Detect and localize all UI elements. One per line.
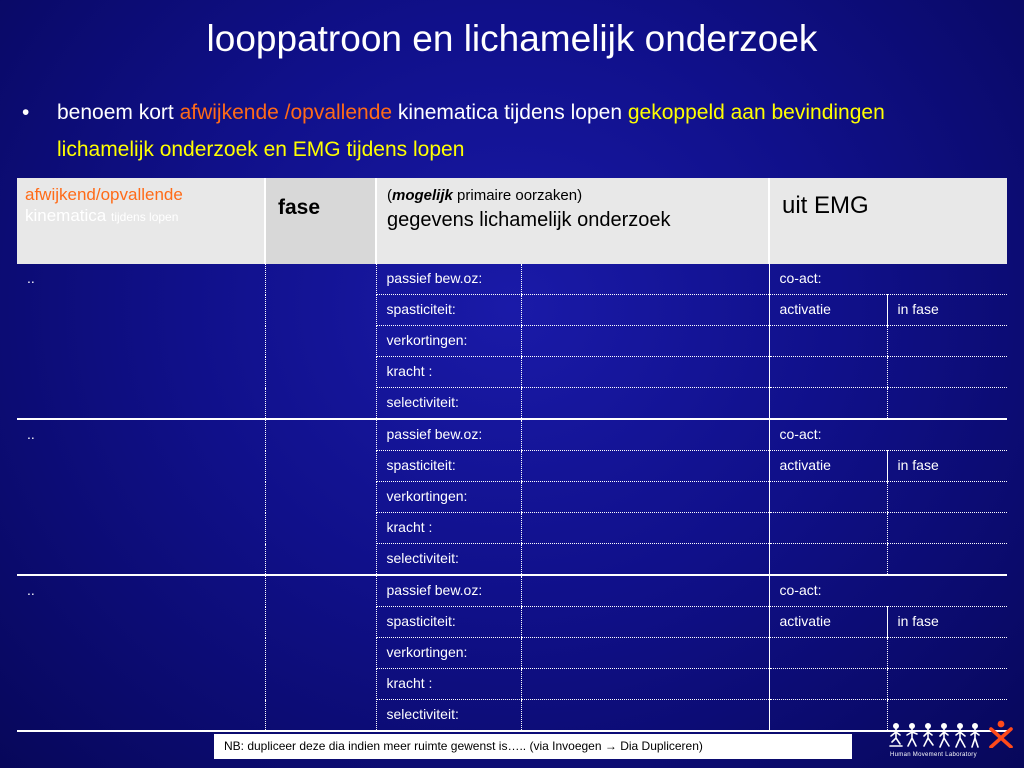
assessment-table <box>17 178 1007 732</box>
emg-infase-label: in fase <box>887 607 1007 638</box>
onderzoek-label: spasticiteit: <box>376 295 521 326</box>
onderzoek-value-cell[interactable] <box>521 264 769 295</box>
onderzoek-label: kracht : <box>376 669 521 700</box>
onderzoek-label: spasticiteit: <box>376 451 521 482</box>
emg-value-cell[interactable] <box>887 388 1007 420</box>
emg-coact-label: co-act: <box>769 575 1007 607</box>
bullet-text-2: kinematica tijdens lopen <box>392 101 628 124</box>
emg-value-cell[interactable] <box>769 357 887 388</box>
emg-coact-label: co-act: <box>769 419 1007 451</box>
header-kinematica-small: tijdens lopen <box>111 210 179 224</box>
fase-cell[interactable] <box>265 575 376 731</box>
onderzoek-value-cell[interactable] <box>521 513 769 544</box>
onderzoek-value-cell[interactable] <box>521 295 769 326</box>
header-kinematica-line1: afwijkend/opvallende <box>25 185 183 204</box>
emg-value-cell[interactable] <box>887 357 1007 388</box>
emg-activatie-label: activatie <box>769 607 887 638</box>
onderzoek-value-cell[interactable] <box>521 638 769 669</box>
header-onderzoek: (mogelijk primaire oorzaken) gegevens lichamelijk onderzoek <box>376 178 769 264</box>
onderzoek-label: passief bew.oz: <box>376 575 521 607</box>
bullet-marker: • <box>22 101 30 124</box>
emg-value-cell[interactable] <box>769 544 887 576</box>
onderzoek-label: passief bew.oz: <box>376 264 521 295</box>
onderzoek-label: kracht : <box>376 357 521 388</box>
onderzoek-label: selectiviteit: <box>376 700 521 732</box>
walking-figures-icon <box>888 722 980 750</box>
emg-value-cell[interactable] <box>769 669 887 700</box>
header-kinematica-line2: kinematica <box>25 206 107 225</box>
table-row <box>17 264 1007 295</box>
header-onderzoek-em: mogelijk <box>392 187 453 204</box>
onderzoek-label: selectiviteit: <box>376 544 521 576</box>
onderzoek-label: spasticiteit: <box>376 607 521 638</box>
slide-title: looppatroon en lichamelijk onderzoek <box>206 18 818 59</box>
header-onderzoek-line2: gegevens lichamelijk onderzoek <box>387 209 671 231</box>
onderzoek-value-cell[interactable] <box>521 388 769 420</box>
emg-value-cell[interactable] <box>769 638 887 669</box>
table-header-row <box>17 178 1007 264</box>
emg-value-cell[interactable] <box>887 544 1007 576</box>
emg-value-cell[interactable] <box>887 669 1007 700</box>
emg-activatie-label: activatie <box>769 295 887 326</box>
onderzoek-label: passief bew.oz: <box>376 419 521 451</box>
emg-value-cell[interactable] <box>887 326 1007 357</box>
bullet-text-highlight-orange: afwijkende /opvallende <box>179 101 393 124</box>
onderzoek-label: verkortingen: <box>376 482 521 513</box>
onderzoek-label: verkortingen: <box>376 638 521 669</box>
emg-activatie-label: activatie <box>769 451 887 482</box>
emg-value-cell[interactable] <box>887 638 1007 669</box>
emg-infase-label: in fase <box>887 451 1007 482</box>
emg-value-cell[interactable] <box>887 513 1007 544</box>
onderzoek-value-cell[interactable] <box>521 357 769 388</box>
table-row <box>17 419 1007 451</box>
kinematica-cell[interactable]: .. <box>17 575 265 731</box>
onderzoek-value-cell[interactable] <box>521 482 769 513</box>
hml-logo <box>888 720 1018 766</box>
emg-value-cell[interactable] <box>887 482 1007 513</box>
onderzoek-label: verkortingen: <box>376 326 521 357</box>
emg-value-cell[interactable] <box>769 388 887 420</box>
onderzoek-value-cell[interactable] <box>521 419 769 451</box>
onderzoek-value-cell[interactable] <box>521 607 769 638</box>
emg-value-cell[interactable] <box>769 513 887 544</box>
fase-cell[interactable] <box>265 419 376 575</box>
kinematica-cell[interactable]: .. <box>17 419 265 575</box>
onderzoek-label: selectiviteit: <box>376 388 521 420</box>
onderzoek-value-cell[interactable] <box>521 575 769 607</box>
bullet-text-highlight-yellow: gekoppeld aan bevindingen lichamelijk onderzoek en EMG tijdens lopen <box>57 101 885 161</box>
onderzoek-value-cell[interactable] <box>521 669 769 700</box>
logo-caption: Human Movement Laboratory <box>890 752 977 758</box>
table-row <box>17 575 1007 607</box>
onderzoek-value-cell[interactable] <box>521 451 769 482</box>
emg-value-cell[interactable] <box>769 700 887 732</box>
bullet-point <box>22 94 982 168</box>
emg-infase-label: in fase <box>887 295 1007 326</box>
kinematica-cell[interactable]: .. <box>17 264 265 419</box>
bullet-text-1: benoem kort <box>57 101 180 124</box>
onderzoek-label: kracht : <box>376 513 521 544</box>
duplicate-note: NB: dupliceer deze dia indien meer ruimte gewenst is….. (via Invoegen → Dia Dupliceren) <box>214 734 852 759</box>
x-figure-icon <box>988 720 1014 748</box>
header-kinematica <box>17 178 265 264</box>
emg-value-cell[interactable] <box>769 326 887 357</box>
emg-value-cell[interactable] <box>769 482 887 513</box>
onderzoek-value-cell[interactable] <box>521 544 769 576</box>
onderzoek-value-cell[interactable] <box>521 326 769 357</box>
onderzoek-value-cell[interactable] <box>521 700 769 732</box>
header-fase: fase <box>265 178 376 264</box>
header-emg: uit EMG <box>769 178 1007 264</box>
fase-cell[interactable] <box>265 264 376 419</box>
emg-coact-label: co-act: <box>769 264 1007 295</box>
